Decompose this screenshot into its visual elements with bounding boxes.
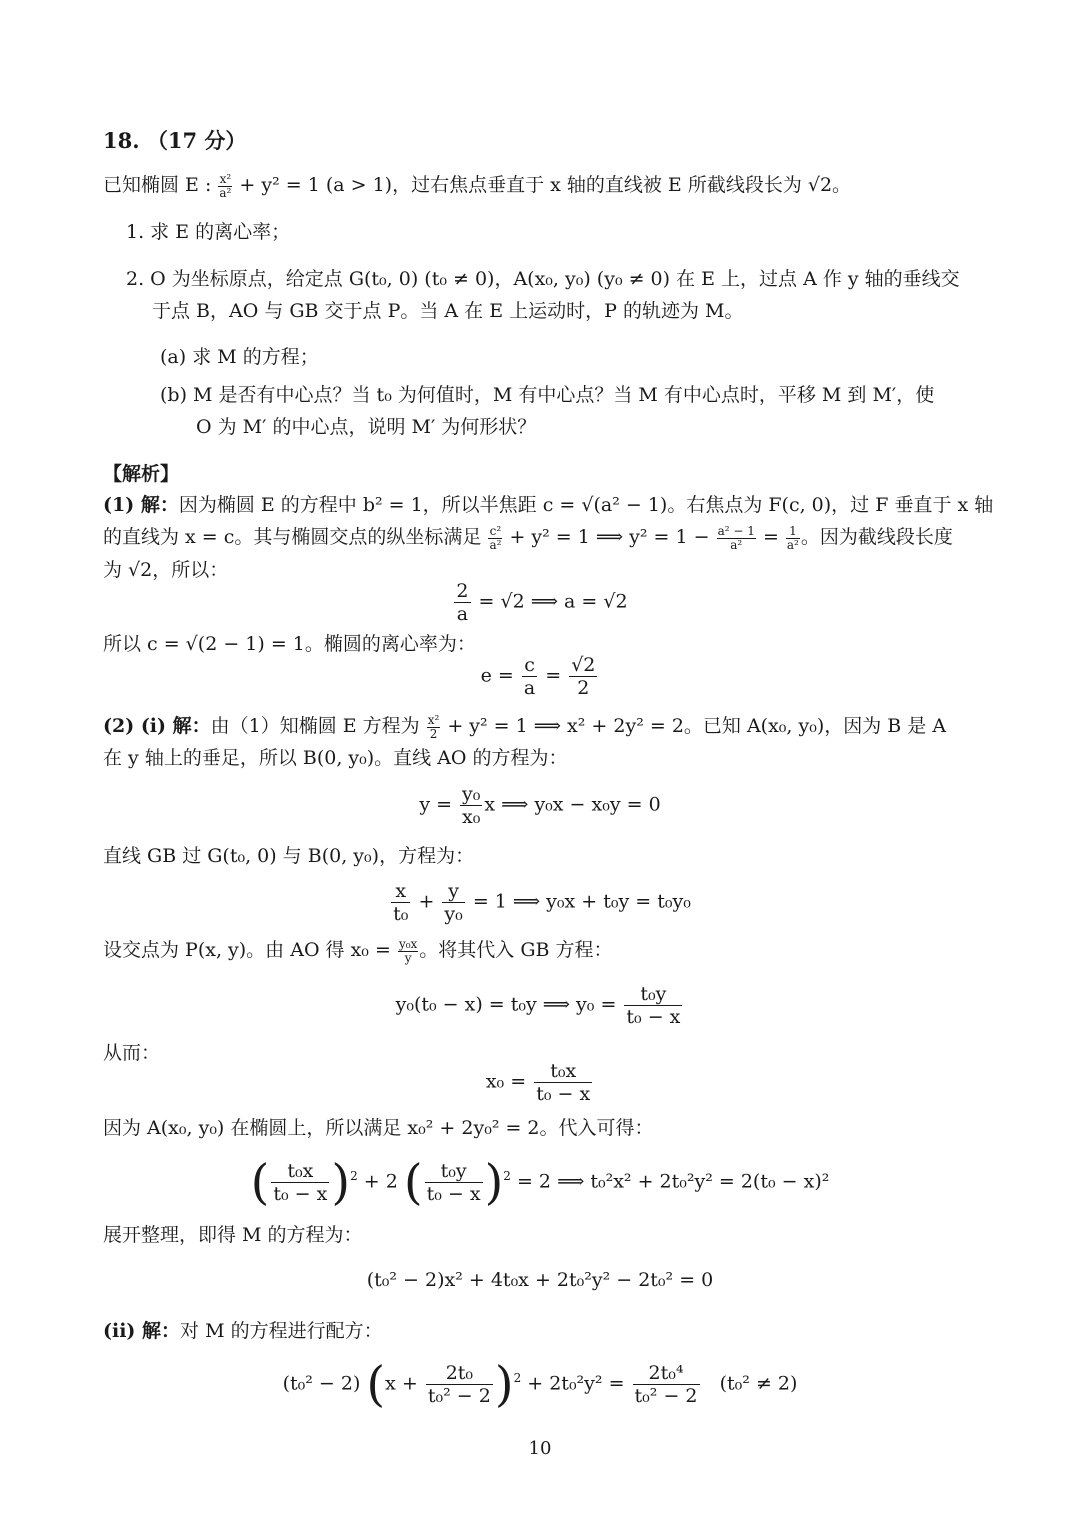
- fraction: $\frac{\text{a² − 1}}{\text{a²}}$: [717, 523, 755, 552]
- problem-statement: 已知椭圆 E : $\frac{\text{x²}}{\text{a²}}$ + y² = 1 (a > 1)，过右焦点垂直于 x 轴的直线被 E 所截线段长为 √2。: [103, 171, 852, 200]
- solution-2i-line-6: 因为 A(x₀, y₀) 在椭圆上，所以满足 x₀² + 2y₀² = 2。代入可得：: [103, 1117, 654, 1139]
- equation-5: y₀(t₀ − x) = t₀y ⟹ y₀ = $\frac{\text{t₀y}}{\text{t₀ − x}}$: [395, 983, 681, 1028]
- equation-1: $\frac{2}{a}$ = √2 ⟹ a = √2: [456, 580, 628, 625]
- fraction: $\frac{\text{c²}}{\text{a²}}$: [489, 523, 502, 552]
- equation-3: y = $\frac{\text{y₀}}{\text{x₀}}$ x ⟹ y₀x − x₀y = 0: [419, 783, 661, 828]
- solution-2i-line-4: 设交点为 P(x, y)。由 AO 得 x₀ = $\frac{\text{y₀x}}{y}$ 。将其代入 GB 方程：: [103, 936, 613, 965]
- solution-2ii-line-1: (ii) 解：对 M 的方程进行配方：: [103, 1320, 383, 1342]
- question-2-line-2: 于点 B，AO 与 GB 交于点 P。当 A 在 E 上运动时，P 的轨迹为 M。: [152, 300, 744, 322]
- equation-6: x₀ = $\frac{\text{t₀x}}{\text{t₀ − x}}$: [485, 1060, 591, 1105]
- solution-header: 【解析】: [103, 463, 180, 485]
- solution-2i-line-5: 从而：: [103, 1042, 161, 1064]
- fraction: $\frac{\text{2t₀⁴}}{\text{t₀² − 2}}$: [634, 1362, 698, 1407]
- fraction: $\frac{√2}{2}$: [571, 654, 596, 699]
- equation-7: ( $\frac{\text{t₀x}}{\text{t₀ − x}}$ )$^2$ + 2 ( $\frac{\text{t₀y}}{\text{t₀ − x}}$ )$^2$ = 2 ⟹ t₀²x² + 2t₀²y² = 2(t₀ − x)²: [250, 1154, 830, 1211]
- fraction: $\frac{y}{\text{y₀}}$: [444, 880, 463, 925]
- solution-1-line-2: 的直线为 x = c。其与椭圆交点的纵坐标满足 $\frac{\text{c²}}{\text{a²}}$ + y² = 1 ⟹ y² = 1 − $\frac{\text{a² − 1}}{\text{a²}}$ = $\frac{1}{\text{a²}}$ 。因为截线段长度: [103, 523, 953, 552]
- fraction: $\frac{x}{\text{t₀}}$: [393, 880, 409, 925]
- question-2a: (a) 求 M 的方程；: [160, 346, 319, 368]
- fraction: $\frac{\text{t₀y}}{\text{t₀ − x}}$: [626, 983, 681, 1028]
- fraction: $\frac{2}{a}$: [456, 580, 469, 625]
- solution-2i-line-1: (2) (i) 解：由（1）知椭圆 E 方程为 $\frac{\text{x²}}{2}$ + y² = 1 ⟹ x² + 2y² = 2。已知 A(x₀, y₀)，因为 B 是 A: [103, 712, 947, 741]
- question-1: 1. 求 E 的离心率；: [126, 221, 291, 243]
- equation-8: (t₀² − 2)x² + 4t₀x + 2t₀²y² − 2t₀² = 0: [366, 1269, 714, 1291]
- solution-1-line-4: 所以 c = √(2 − 1) = 1。椭圆的离心率为：: [103, 633, 476, 655]
- equation-2: e = $\frac{c}{a}$ = $\frac{√2}{2}$: [480, 654, 596, 699]
- fraction: $\frac{\text{y₀x}}{y}$: [398, 936, 418, 965]
- fraction: $\frac{c}{a}$: [523, 654, 536, 699]
- fraction: $\frac{\text{t₀x}}{\text{t₀ − x}}$: [273, 1160, 328, 1205]
- question-2b-line-1: (b) M 是否有中心点？当 t₀ 为何值时，M 有中心点？当 M 有中心点时，平移 M 到 M′，使: [160, 384, 935, 406]
- fraction: $\frac{\text{y₀}}{\text{x₀}}$: [462, 783, 481, 828]
- fraction: $\frac{\text{x²}}{\text{a²}}$: [219, 171, 232, 200]
- solution-2i-line-7: 展开整理，即得 M 的方程为：: [103, 1224, 363, 1246]
- question-2-line-1: 2. O 为坐标原点，给定点 G(t₀, 0) (t₀ ≠ 0)，A(x₀, y₀) (y₀ ≠ 0) 在 E 上，过点 A 作 y 轴的垂线交: [126, 268, 960, 290]
- equation-9: (t₀² − 2) (x + $\frac{\text{2t₀}}{\text{t₀² − 2}}$ )$^2$ + 2t₀²y² = $\frac{\text{2t₀⁴}}{\text{t₀² − 2}}$ (t₀² ≠ 2): [282, 1356, 798, 1413]
- problem-title: 18. （17 分）: [103, 128, 247, 153]
- solution-1-line-1: (1) 解：因为椭圆 E 的方程中 b² = 1，所以半焦距 c = √(a² − 1)。右焦点为 F(c, 0)，过 F 垂直于 x 轴: [103, 494, 994, 516]
- fraction: $\frac{\text{x²}}{2}$: [427, 712, 440, 741]
- fraction: $\frac{\text{2t₀}}{\text{t₀² − 2}}$: [427, 1362, 491, 1407]
- solution-2i-line-2: 在 y 轴上的垂足，所以 B(0, y₀)。直线 AO 的方程为：: [103, 747, 568, 769]
- question-2b-line-2: O 为 M′ 的中心点，说明 M′ 为何形状？: [196, 416, 537, 438]
- fraction: $\frac{\text{t₀x}}{\text{t₀ − x}}$: [536, 1060, 591, 1105]
- page-number: 10: [528, 1438, 552, 1459]
- fraction: $\frac{\text{t₀y}}{\text{t₀ − x}}$: [426, 1160, 481, 1205]
- solution-2i-line-3: 直线 GB 过 G(t₀, 0) 与 B(0, y₀)，方程为：: [103, 845, 475, 867]
- solution-1-line-3: 为 √2，所以：: [103, 559, 229, 581]
- equation-4: $\frac{x}{\text{t₀}}$ + $\frac{y}{\text{y₀}}$ = 1 ⟹ y₀x + t₀y = t₀y₀: [393, 880, 691, 925]
- fraction: $\frac{1}{\text{a²}}$: [786, 523, 799, 552]
